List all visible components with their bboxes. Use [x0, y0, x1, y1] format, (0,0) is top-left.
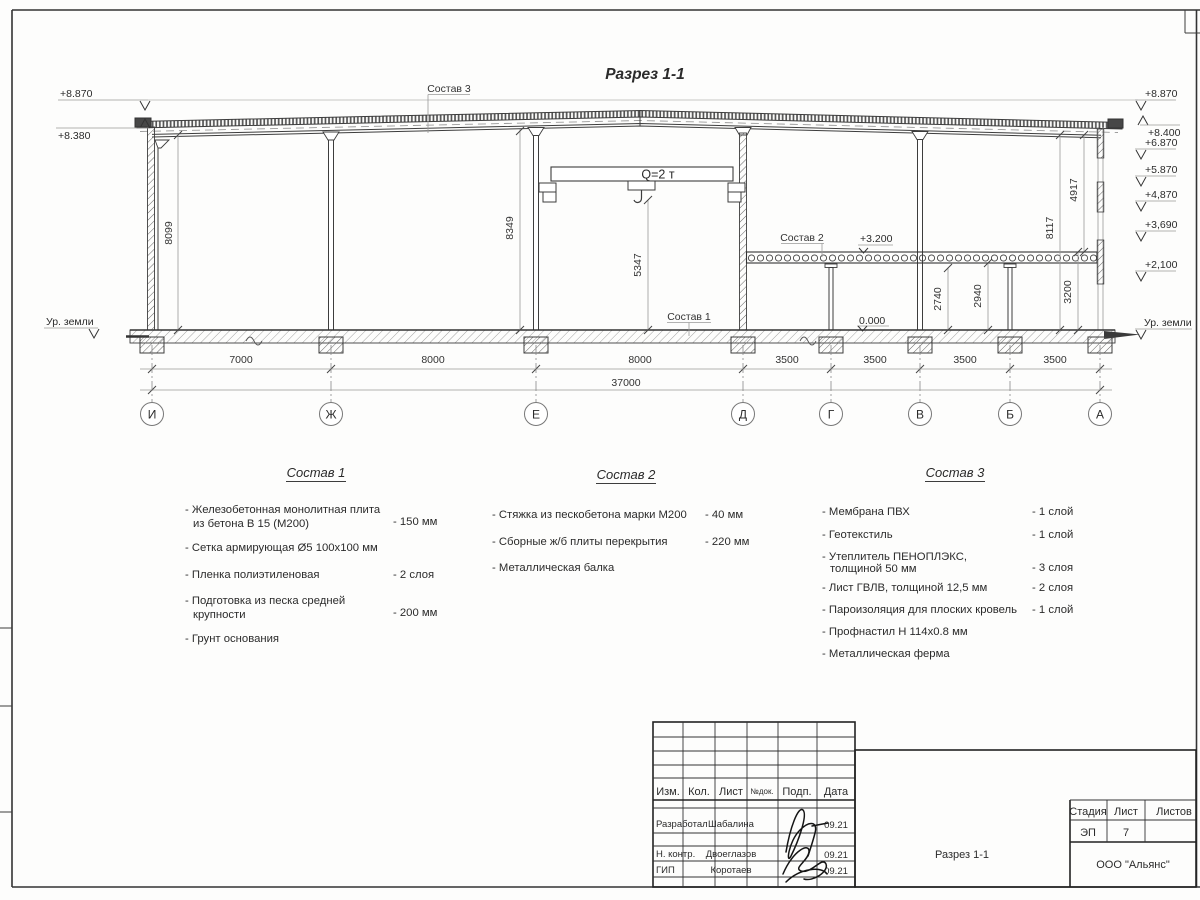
dim-8099: 8099	[163, 221, 175, 245]
ground-label-left: Ур. земли	[46, 316, 94, 328]
elevation-marks-left	[44, 88, 150, 338]
mezzanine-slab	[747, 252, 1098, 263]
tb-role-2: Н. контр.	[656, 849, 696, 860]
vertical-dimensions	[163, 127, 1088, 334]
comp1-row: - Подготовка из песка средней	[185, 595, 346, 607]
drawing-title: Разрез 1-1	[605, 66, 685, 83]
comp1-row: крупности	[193, 609, 246, 621]
axis-a: А	[1095, 407, 1105, 422]
dim-8117: 8117	[1044, 216, 1056, 240]
comp3-value: - 1 слой	[1032, 604, 1074, 616]
tb-name-1: Шабалина	[708, 819, 754, 830]
comp1-value: - 150 мм	[393, 516, 438, 528]
comp2-value: - 220 мм	[705, 536, 750, 548]
comp3-row: толщиной 50 мм	[830, 563, 917, 575]
dim-8349: 8349	[504, 216, 516, 240]
wall-right	[1097, 240, 1104, 284]
horizontal-dimensions	[140, 354, 1112, 394]
comp1-value: - 2 слоя	[393, 569, 435, 581]
comp3-row: - Утеплитель ПЕНОПЛЭКС,	[822, 551, 968, 563]
comp2-title: Состав 2	[596, 467, 656, 482]
comp3-value: - 1 слой	[1032, 506, 1074, 518]
comp1-row: - Грунт основания	[185, 633, 280, 645]
column-e	[534, 136, 539, 331]
dim-3200: 3200	[1062, 280, 1074, 304]
title-block	[653, 722, 1196, 887]
comp1-row: - Пленка полиэтиленовая	[185, 569, 320, 581]
dim-2740: 2740	[932, 287, 944, 311]
crane-beam	[539, 167, 745, 202]
elev-right-4870: +4,870	[1145, 189, 1178, 201]
comp1-row: - Сетка армирующая Ø5 100х100 мм	[185, 542, 378, 554]
dim-3500c: 3500	[953, 354, 977, 366]
dim-37000: 37000	[611, 377, 641, 389]
dim-8000b: 8000	[628, 354, 652, 366]
comp3-row: - Мембрана ПВХ	[822, 506, 910, 518]
tb-date-2: 09.21	[824, 850, 848, 861]
tb-header-kol: Кол.	[688, 786, 710, 798]
tb-sheet-header: Лист	[1114, 806, 1138, 818]
composition-3	[822, 465, 1073, 660]
dim-2940: 2940	[972, 284, 984, 308]
column-v	[918, 140, 923, 331]
parapet-right	[1108, 119, 1123, 128]
comp3-row: - Геотекстиль	[822, 529, 893, 541]
wall-left	[148, 127, 155, 330]
comp3-row: - Лист ГВЛВ, толщиной 12,5 мм	[822, 582, 988, 594]
dim-7000: 7000	[229, 354, 253, 366]
dim-3500b: 3500	[863, 354, 887, 366]
tb-header-izm: Изм.	[656, 786, 680, 798]
level-mezzanine: +3.200	[860, 233, 893, 245]
axis-g: Г	[827, 407, 835, 422]
tb-name-3: Коротаев	[710, 865, 752, 876]
comp2-row: - Металлическая балка	[492, 562, 615, 574]
comp3-value: - 2 слоя	[1032, 582, 1074, 594]
sheet-frame	[0, 10, 1200, 887]
comp2-value: - 40 мм	[705, 509, 744, 521]
composition-1	[185, 465, 437, 645]
tb-date-1: 09.21	[824, 820, 848, 831]
comp1-row: - Железобетонная монолитная плита	[185, 504, 381, 516]
tb-date-3: 09.21	[824, 866, 848, 877]
axis-i: И	[147, 407, 157, 422]
comp1-title: Состав 1	[286, 465, 346, 480]
column-zh	[329, 140, 334, 330]
post-b	[1008, 268, 1012, 331]
tb-doc-title: Разрез 1-1	[934, 849, 990, 861]
elev-right-8870: +8.870	[1145, 88, 1178, 100]
comp3-row: - Профнастил Н 114х0.8 мм	[822, 626, 968, 638]
comp1-value: - 200 мм	[393, 607, 438, 619]
elev-left-8380: +8.380	[58, 130, 91, 142]
comp3-row: - Металлическая ферма	[822, 648, 950, 660]
comp1-row: из бетона В 15 (М200)	[193, 518, 310, 530]
tb-role-3: ГИП	[656, 865, 675, 876]
level-floor: 0.000	[859, 315, 886, 327]
leader-sostav2: Состав 2	[780, 232, 824, 244]
tb-stage-header: Стадия	[1069, 806, 1107, 818]
roof-truss	[135, 100, 1138, 138]
tb-name-2: Двоеглазов	[705, 849, 757, 860]
comp2-row: - Стяжка из пескобетона марки М200	[492, 509, 687, 521]
dim-4917: 4917	[1068, 178, 1080, 202]
axis-b: Б	[1006, 407, 1014, 422]
elev-right-6870: +6.870	[1145, 137, 1178, 149]
post-g	[829, 268, 833, 331]
comp3-row: - Пароизоляция для плоских кровель	[822, 604, 1018, 616]
crane-hook	[634, 190, 642, 202]
dim-3500d: 3500	[1043, 354, 1067, 366]
tb-sheets-header: Листов	[1156, 806, 1192, 818]
elev-right-8400: +8.400	[1148, 127, 1181, 139]
leader-sostav1: Состав 1	[667, 311, 711, 323]
leader-sostav3: Состав 3	[427, 83, 471, 95]
axis-d: Д	[738, 407, 748, 422]
comp3-title: Состав 3	[925, 465, 985, 480]
comp2-row: - Сборные ж/б плиты перекрытия	[492, 536, 668, 548]
tb-header-podp: Подп.	[782, 786, 812, 798]
signature-1	[786, 810, 828, 859]
tb-stage-value: ЭП	[1080, 827, 1096, 839]
elev-left-8870: +8.870	[60, 88, 93, 100]
tb-role-1: Разработал	[656, 819, 708, 830]
axis-zh: Ж	[325, 407, 337, 422]
comp3-value: - 3 слоя	[1032, 562, 1074, 574]
crane-bracket-right	[728, 183, 745, 192]
ground-label-right: Ур. земли	[1144, 317, 1192, 329]
dim-3500a: 3500	[775, 354, 799, 366]
comp3-value: - 1 слой	[1032, 529, 1074, 541]
elev-right-5870: +5.870	[1145, 164, 1178, 176]
dim-5347: 5347	[632, 253, 644, 277]
crane-bracket-left	[539, 183, 556, 192]
tb-header-list: Лист	[719, 786, 743, 798]
floor-slab	[126, 330, 1140, 345]
dim-8000a: 8000	[421, 354, 445, 366]
tb-header-data: Дата	[823, 786, 849, 798]
elev-right-3690: +3,690	[1145, 219, 1178, 231]
walls-columns	[148, 127, 1104, 330]
level-marks-mid	[857, 233, 893, 331]
tb-header-ndok: №док.	[750, 787, 774, 796]
axis-v: В	[915, 407, 925, 422]
composition-2	[492, 467, 749, 574]
tb-company: ООО "Альянс"	[1096, 859, 1170, 871]
tb-sheet-value: 7	[1122, 827, 1130, 839]
elev-right-2100: +2,100	[1145, 259, 1178, 271]
crane-capacity-label: Q=2 т	[641, 167, 675, 182]
crane-hoist	[628, 181, 655, 190]
axis-e: Е	[531, 407, 541, 422]
wall-d	[740, 133, 747, 330]
elevation-marks-right	[1135, 88, 1192, 339]
